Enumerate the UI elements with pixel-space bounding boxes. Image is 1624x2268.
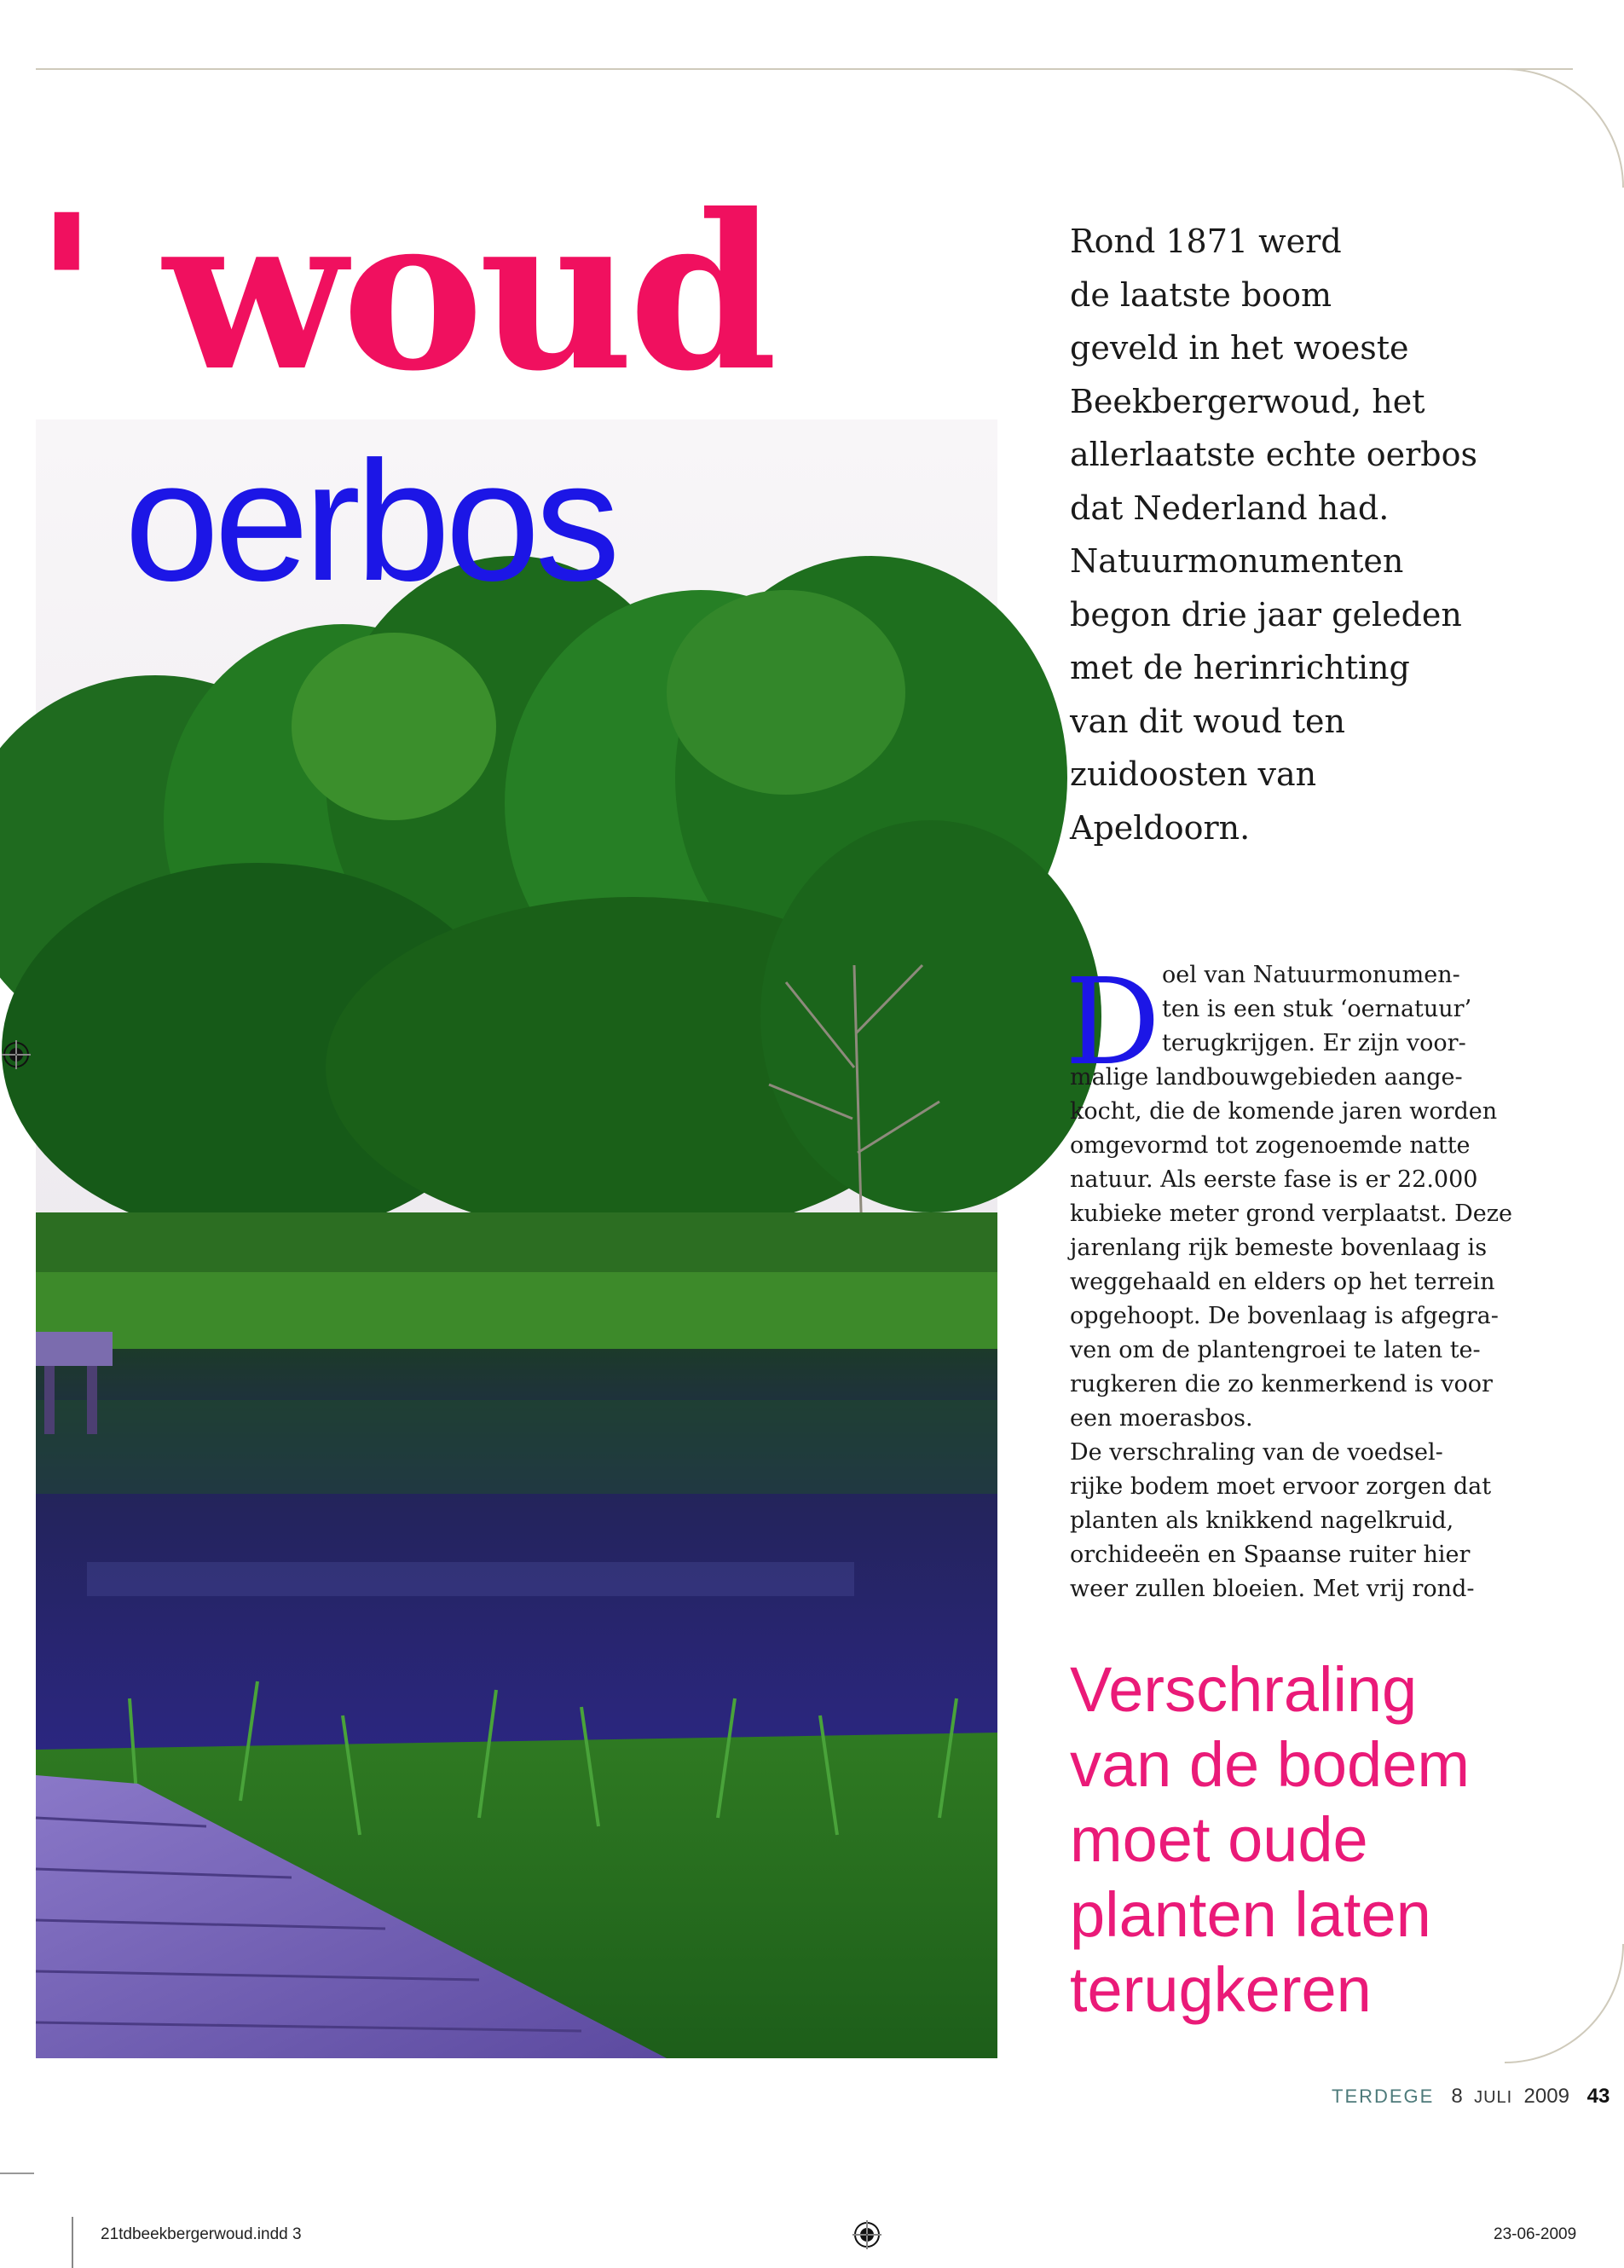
body-line: weer zullen bloeien. Met vrij rond- [1070, 1576, 1475, 1602]
body-line: ten is een stuk ‘oernatuur’ [1162, 996, 1472, 1022]
body-line: orchideeën en Spaanse ruiter hier [1070, 1542, 1471, 1568]
issue-day: 8 [1451, 2085, 1463, 2108]
registration-mark-icon [2, 1040, 31, 1069]
slug-date: 23-06-2009 [1494, 2225, 1577, 2243]
body-line: opgehoopt. De bovenlaag is afgegra- [1070, 1303, 1499, 1329]
pull-quote-line: planten laten [1070, 1879, 1431, 1950]
slug-divider [72, 2217, 73, 2268]
pull-quote-line: terugkeren [1070, 1954, 1372, 2025]
intro-paragraph: Rond 1871 werd de laatste boom geveld in het woeste Beekbergerwoud, het allerlaatste echte oerbos dat Nederland had. Natuurmonumenten begon drie jaar geleden met de herinrichting van dit woud ten zuidoosten van Apeldoorn. [1070, 223, 1478, 847]
trim-line-top [36, 68, 1573, 70]
trim-mark-left [0, 2173, 34, 2174]
issue-year: 2009 [1523, 2085, 1569, 2108]
registration-mark-icon [852, 2220, 881, 2249]
pull-quote-line: moet oude [1070, 1804, 1368, 1875]
pull-quote [1070, 1652, 1547, 2028]
body-line: omgevormd tot zogenoemde natte [1070, 1132, 1471, 1159]
body-line: natuur. Als eerste fase is er 22.000 [1070, 1166, 1478, 1193]
body-column [1065, 953, 1522, 1606]
trim-corner-top [1505, 68, 1624, 188]
body-line: malige landbouwgebieden aange- [1070, 1064, 1463, 1091]
body-line: oel van Natuurmonumen- [1162, 962, 1460, 988]
body-line: jarenlang rijk bemeste bovenlaag is [1070, 1235, 1488, 1261]
pull-quote-line: Verschraling [1070, 1654, 1418, 1725]
body-line: planten als knikkend nagelkruid, [1070, 1507, 1454, 1534]
body-line: kubieke meter grond verplaatst. Deze [1070, 1201, 1512, 1227]
slug-filename: 21tdbeekbergerwoud.indd 3 [101, 2225, 302, 2243]
body-line: rugkeren die zo kenmerkend is voor [1070, 1371, 1493, 1397]
body-line: terugkrijgen. Er zijn voor- [1162, 1030, 1466, 1056]
body-line: De verschraling van de voedsel- [1070, 1439, 1443, 1466]
magazine-name: TERDEGE [1332, 2086, 1435, 2107]
issue-month: JULI [1474, 2088, 1513, 2107]
forest-pond-photo [36, 419, 997, 2058]
pull-quote-line: van de bodem [1070, 1729, 1471, 1800]
body-line: kocht, die de komende jaren worden [1070, 1098, 1498, 1125]
page-footer [1332, 2085, 1610, 2109]
body-line: ven om de plantengroei te laten te- [1070, 1337, 1481, 1363]
headline-oerbos: oerbos [124, 426, 616, 616]
body-line: weggehaald en elders op het terrein [1070, 1269, 1495, 1295]
body-line: een moerasbos. [1070, 1405, 1253, 1432]
drop-cap: D [1065, 953, 1161, 1092]
headline-woud: ' woud [34, 167, 773, 418]
body-line: rijke bodem moet ervoor zorgen dat [1070, 1473, 1492, 1500]
page-number: 43 [1586, 2085, 1610, 2108]
